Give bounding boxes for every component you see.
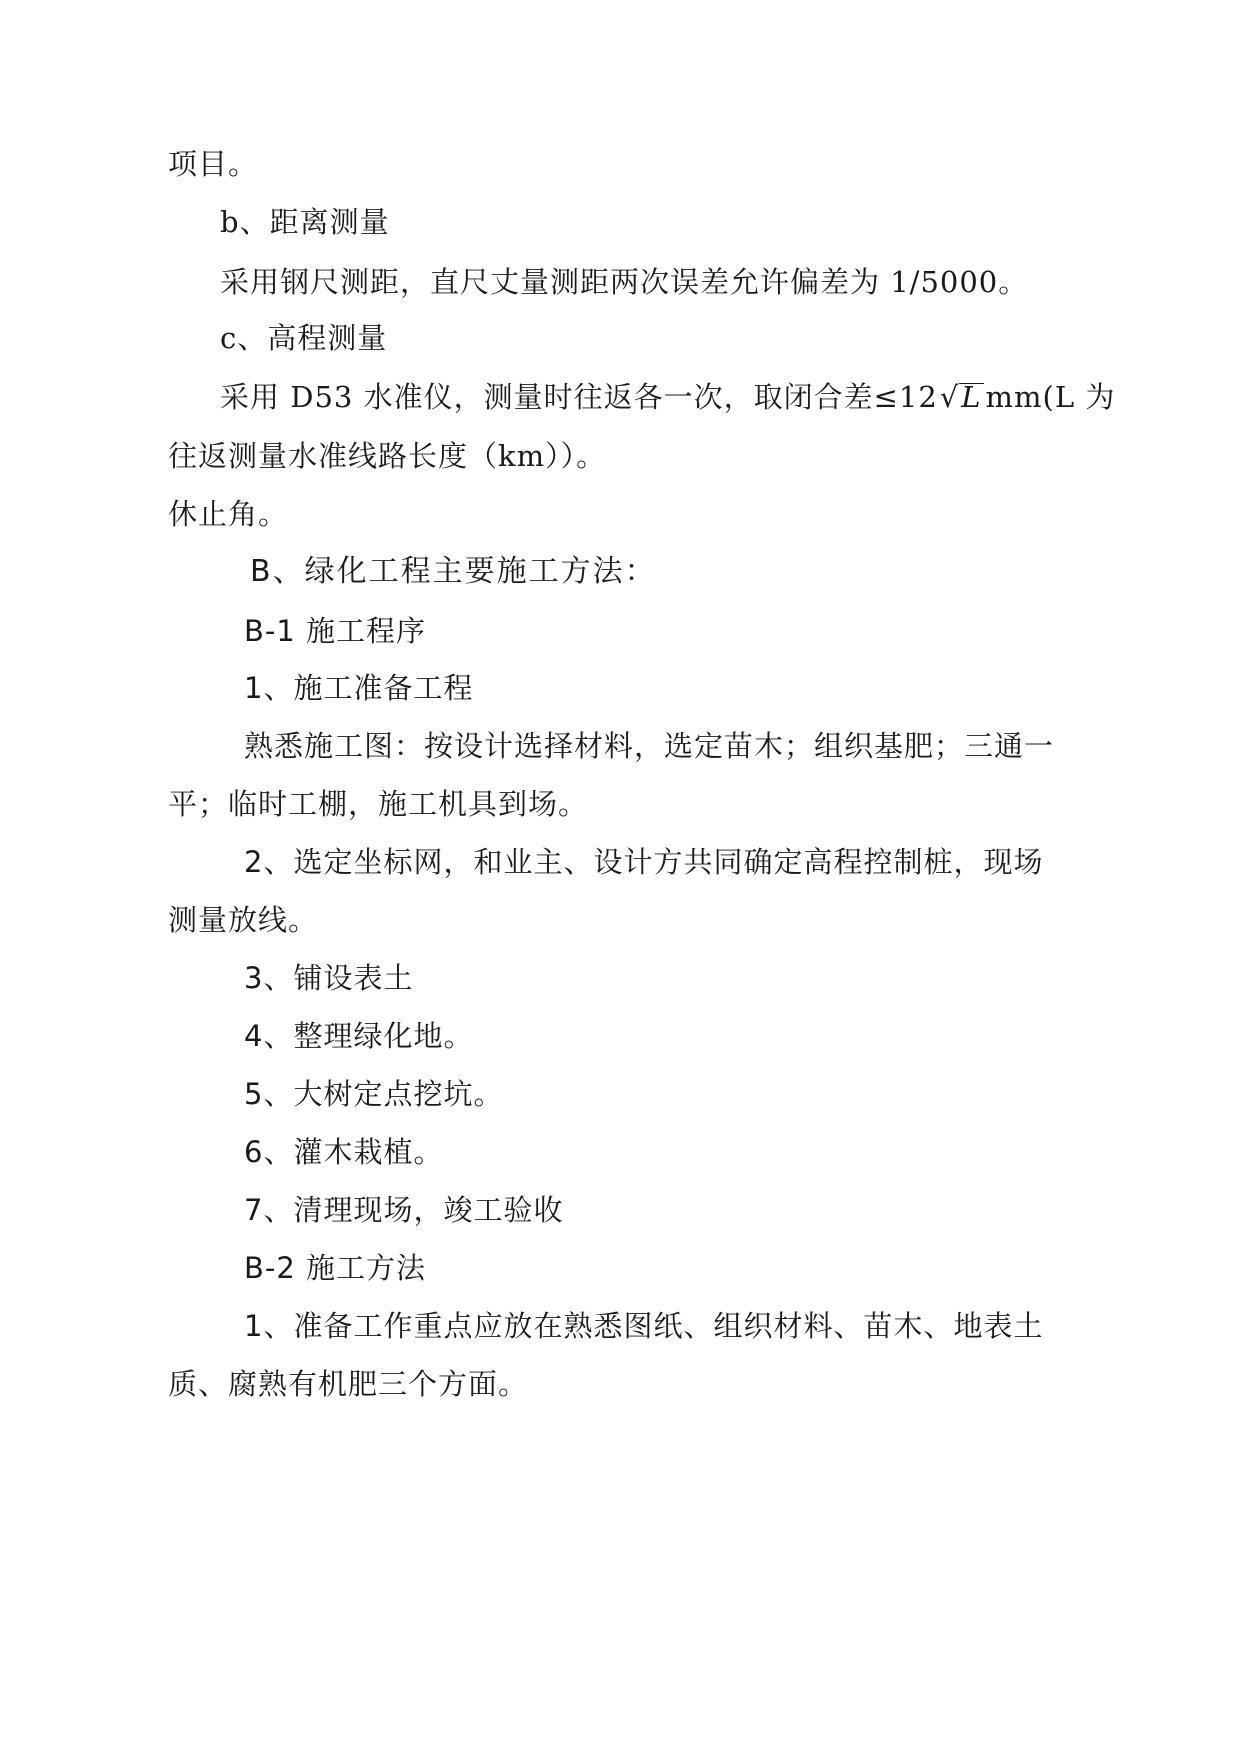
sqrt-argument: L — [961, 380, 982, 414]
text-line-13: 2、选定坐标网，和业主、设计方共同确定高程控制桩，现场 — [244, 845, 1044, 879]
text-line-19: 7、清理现场，竣工验收 — [244, 1193, 564, 1227]
text-line-12: 平；临时工棚，施工机具到场。 — [168, 787, 589, 821]
section-heading-b: B、绿化工程主要施工方法： — [250, 554, 657, 589]
text-line-14: 测量放线。 — [168, 903, 319, 937]
text-line-17: 5、大树定点挖坑。 — [244, 1077, 504, 1111]
text-line-5-part-2: mm(L 为 — [985, 380, 1116, 414]
text-line-21: 1、准备工作重点应放在熟悉图纸、组织材料、苗木、地表土 — [244, 1309, 1044, 1343]
text-line-18: 6、灌木栽植。 — [244, 1135, 444, 1169]
text-line-4: c、高程测量 — [220, 321, 388, 355]
text-line-7: 休止角。 — [168, 497, 289, 531]
text-line-10: 1、施工准备工程 — [244, 671, 474, 705]
text-line-11: 熟悉施工图：按设计选择材料，选定苗木；组织基肥；三通一 — [244, 729, 1055, 763]
subsection-heading-b1: B-1 施工程序 — [244, 614, 427, 648]
text-line-22: 质、腐熟有机肥三个方面。 — [168, 1367, 529, 1401]
sqrt-symbol: √ — [939, 380, 960, 414]
text-line-15: 3、铺设表土 — [244, 961, 414, 995]
text-line-5 — [220, 377, 1115, 417]
text-line-6: 往返测量水准线路长度（km））。 — [168, 439, 607, 473]
subsection-heading-b2: B-2 施工方法 — [244, 1251, 427, 1285]
text-line-1: 项目。 — [168, 147, 259, 181]
text-line-2: b、距离测量 — [220, 205, 390, 239]
text-line-5-part-1: 采用 D53 水准仪，测量时往返各一次，取闭合差≤12 — [220, 380, 938, 414]
text-line-16: 4、整理绿化地。 — [244, 1019, 474, 1053]
text-line-3: 采用钢尺测距，直尺丈量测距两次误差允许偏差为 1/5000。 — [220, 265, 1029, 299]
sqrt-formula — [938, 377, 986, 417]
